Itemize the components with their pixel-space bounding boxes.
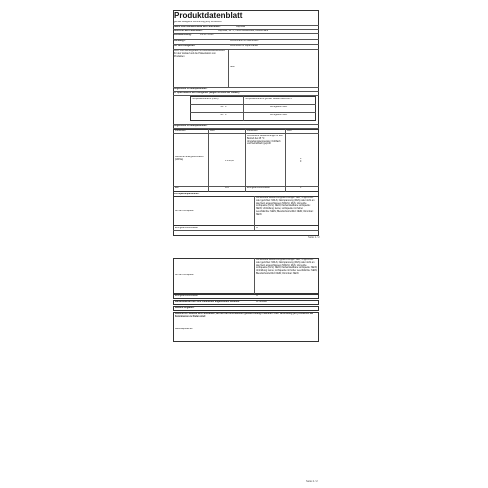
compartment-value: Temperaturbereich gemäß Tabelle Abschnitt 4 bbox=[245, 98, 292, 100]
p2-light-label: Art der Lichtquelle bbox=[175, 274, 194, 276]
class-value: F bbox=[300, 187, 302, 189]
supplier-value: Kaporadi bbox=[236, 26, 246, 28]
weblink-note: Weblink zur Website des Lieferanten, auf der die Informationen gemäß Anhang II Nummer 4 der Verordnung (EU) 2019/2024 der Kommission zu finden sind: bbox=[175, 313, 314, 318]
class-label: Energieeffizienzklasse bbox=[247, 187, 270, 189]
device-type-value: Kühlschrank mit Gefrierfach bbox=[230, 40, 259, 42]
direct-sales-value: Nein bbox=[230, 66, 235, 68]
direct-sales-text: Kühl- und Gefriergeräte mit Direktverkaufsfunktion für den Verkauf und die Präsentation von Produkten bbox=[174, 50, 226, 58]
light-text: Verwendete Beleuchtungstechnologie: LED; Ungerichtet oder gerichtet: NDLS; Netzspannung (MLS) oder nicht an das Netz angeschlossen (NMLS): MLS; Vernetzte Lichtquelle (CLS): NEIN; Farbeinstellbare Lichtquelle: NEIN; Umhüllung: keine; Lichtquelle mit hoher Leuchtdichte: NEIN; Blendschutzschild: NEIN; Dimmbar: NEIN bbox=[256, 197, 315, 216]
address-value: Kaporadi, Str. 5, 79000 Musterstadt, Deutschland bbox=[218, 30, 269, 32]
page-subtitle: gemäß Delegierte Verordnung (EU) 2019/2018 bbox=[174, 21, 222, 23]
light-class-value: G bbox=[256, 227, 258, 229]
address-label: Anschrift des Lieferanten: bbox=[174, 30, 203, 32]
energy-value: 1.350,00 bbox=[225, 160, 234, 162]
table-heading: Allgemeine Produktparameter: bbox=[174, 125, 208, 127]
compartment-label: Temperaturbereich (Fach) bbox=[192, 98, 219, 100]
light-class-label: Energieeffizienzklasse bbox=[175, 227, 198, 229]
page-title: Produktdatenblatt bbox=[174, 11, 243, 20]
freeze-b-value: verfügbarer Wert bbox=[270, 114, 288, 116]
eei-value: 101 bbox=[225, 187, 229, 189]
col-header-value-2: Wert bbox=[287, 130, 292, 132]
extra-label: Weitere Angaben: bbox=[175, 307, 195, 309]
model-label: Modellkennung: bbox=[174, 34, 192, 36]
p2-class-label: Energieeffizienzklasse bbox=[175, 295, 198, 297]
device-type-label: Gerätetyp: bbox=[174, 40, 186, 42]
page-number: Seite 1 / 2 bbox=[308, 236, 320, 239]
col-header-parameter: Parameter bbox=[175, 130, 186, 132]
p2-class-value: G bbox=[256, 295, 258, 297]
freeze-a-label: -18 °C bbox=[220, 106, 227, 108]
supplier-url[interactable]: www.kaporadi.de bbox=[175, 328, 193, 330]
freeze-a-value: verfügbarer Wert bbox=[270, 106, 288, 108]
light-heading: Lichtquellenparameter: bbox=[174, 193, 200, 195]
warranty-value: 12 Monate bbox=[256, 301, 267, 303]
document-page-2 bbox=[170, 258, 320, 484]
p2-light-text: Verwendete Beleuchtungstechnologie: LED; Ungerichtet oder gerichtet: NDLS; Netzspannung (MLS) oder nicht an das Netz angeschlossen (NMLS): MLS; Vernetzte Lichtquelle (CLS): NEIN; Farbeinstellbare Lichtquelle: NEIN; Umhüllung: keine; Lichtquelle mit hoher Leuchtdichte: NEIN; Blendschutzschild: NEIN; Dimmbar: NEIN bbox=[256, 259, 318, 275]
eei-label: EEI bbox=[175, 187, 179, 189]
col-header-parameter-2: Parameter bbox=[247, 130, 258, 132]
page-number-2: Seite 2 / 2 bbox=[306, 480, 318, 483]
freeze-b-label: -25 °C bbox=[220, 114, 227, 116]
category-label: Art des Kühlgeräts: bbox=[174, 45, 196, 47]
category-value: Kühlmöbel für Supermärkte bbox=[230, 45, 258, 47]
col-header-value: Wert bbox=[210, 130, 215, 132]
right-param-value: 0 0 bbox=[300, 158, 302, 163]
document-page-1 bbox=[170, 8, 320, 240]
warranty-label: Mindestlaufzeit der vom Lieferanten angebotenen Garantie: bbox=[175, 301, 240, 303]
model-value: KS-10 / 2000 bbox=[200, 34, 214, 36]
right-param-text: Kombinierte Gesamtmenge für den Betrieb bei 25 °C Umgebungstemperatur, Kühlfach und Gefrierfach geprüft bbox=[247, 135, 283, 146]
spec-label: A. Spezifikation des Kühlgeräts (wegen technischer Details) bbox=[174, 92, 240, 94]
params-label: Allgemeine Produktparameter: bbox=[174, 88, 208, 90]
energy-label: Jährlicher Energieverbrauch (kWh/a) bbox=[175, 156, 204, 161]
light-label: Art der Lichtquelle bbox=[175, 210, 194, 212]
supplier-label: Name oder Handelsmarke des Lieferanten: bbox=[174, 26, 221, 28]
